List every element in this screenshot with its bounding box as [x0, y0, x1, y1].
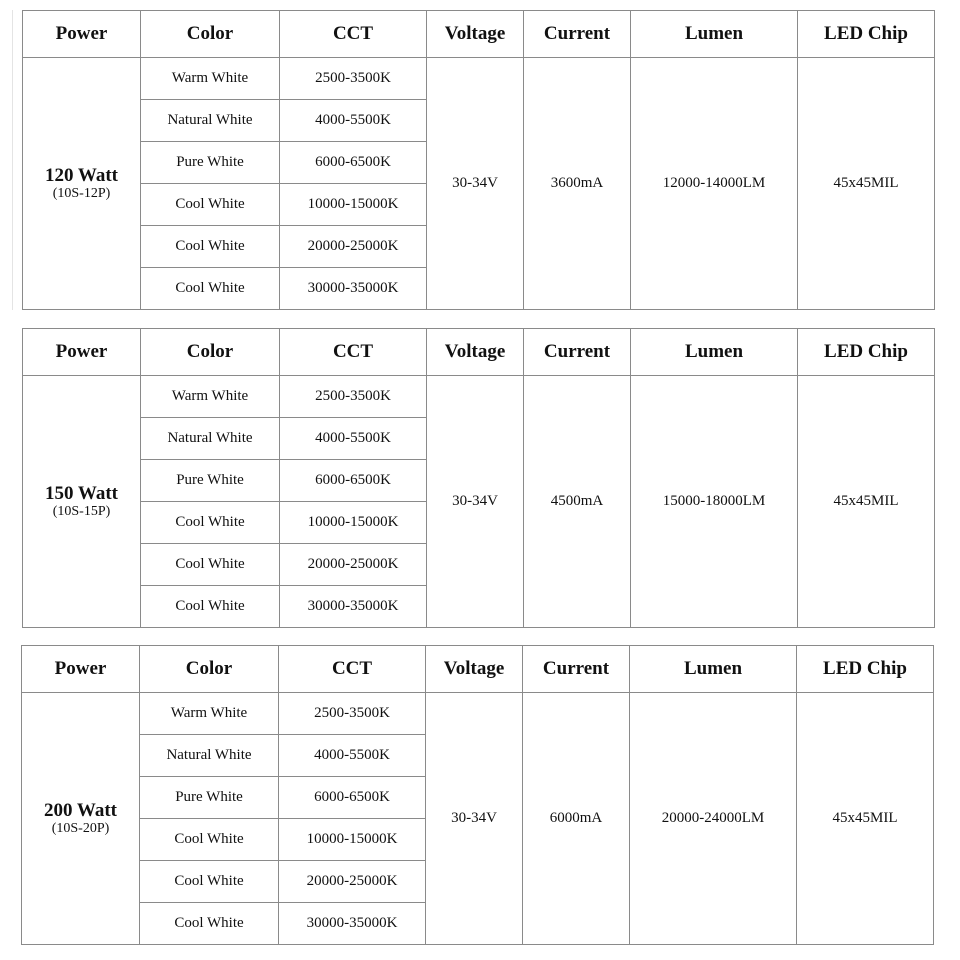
power-cell — [22, 693, 140, 945]
header-cct: CCT — [280, 11, 427, 58]
power-cell — [23, 58, 141, 310]
power-model: (10S-15P) — [52, 503, 111, 519]
led-chip-cell: 45x45MIL — [798, 58, 935, 310]
color-cell: Warm White — [141, 376, 280, 418]
cct-cell: 10000-15000K — [279, 819, 426, 861]
header-power: Power — [23, 11, 141, 58]
table-row — [22, 693, 934, 735]
color-cell: Warm White — [141, 58, 280, 100]
cct-cell: 20000-25000K — [280, 226, 427, 268]
voltage-cell: 30-34V — [427, 58, 524, 310]
color-cell: Pure White — [141, 142, 280, 184]
spec-table-120w — [22, 10, 935, 310]
header-cct: CCT — [279, 646, 426, 693]
header-power: Power — [22, 646, 140, 693]
color-cell: Cool White — [141, 184, 280, 226]
power-model: (10S-12P) — [52, 185, 111, 201]
table-row — [23, 58, 935, 100]
led-chip-cell: 45x45MIL — [797, 693, 934, 945]
cct-cell: 30000-35000K — [280, 586, 427, 628]
lumen-cell: 20000-24000LM — [630, 693, 797, 945]
header-power: Power — [23, 329, 141, 376]
header-voltage: Voltage — [427, 11, 524, 58]
header-row — [23, 329, 935, 376]
current-cell: 4500mA — [524, 376, 631, 628]
color-cell: Cool White — [140, 819, 279, 861]
cct-cell: 20000-25000K — [280, 544, 427, 586]
cct-cell: 6000-6500K — [280, 460, 427, 502]
table-row — [23, 376, 935, 418]
color-cell: Cool White — [141, 502, 280, 544]
color-cell: Natural White — [140, 735, 279, 777]
color-cell: Cool White — [140, 903, 279, 945]
header-led-chip: LED Chip — [797, 646, 934, 693]
header-voltage: Voltage — [427, 329, 524, 376]
cct-cell: 30000-35000K — [280, 268, 427, 310]
led-chip-cell: 45x45MIL — [798, 376, 935, 628]
cct-cell: 10000-15000K — [280, 502, 427, 544]
color-cell: Warm White — [140, 693, 279, 735]
cct-cell: 2500-3500K — [280, 376, 427, 418]
color-cell: Cool White — [141, 544, 280, 586]
color-cell: Pure White — [141, 460, 280, 502]
header-current: Current — [524, 329, 631, 376]
header-lumen: Lumen — [631, 329, 798, 376]
color-cell: Cool White — [141, 586, 280, 628]
color-cell: Natural White — [141, 418, 280, 460]
color-cell: Cool White — [141, 268, 280, 310]
color-cell: Cool White — [140, 861, 279, 903]
header-voltage: Voltage — [426, 646, 523, 693]
spec-table-150w — [22, 328, 935, 628]
cct-cell: 10000-15000K — [280, 184, 427, 226]
cct-cell: 6000-6500K — [280, 142, 427, 184]
color-cell: Pure White — [140, 777, 279, 819]
header-current: Current — [524, 11, 631, 58]
header-led-chip: LED Chip — [798, 329, 935, 376]
cct-cell: 6000-6500K — [279, 777, 426, 819]
cct-cell: 4000-5500K — [280, 418, 427, 460]
header-color: Color — [141, 11, 280, 58]
header-color: Color — [141, 329, 280, 376]
header-led-chip: LED Chip — [798, 11, 935, 58]
header-current: Current — [523, 646, 630, 693]
power-cell — [23, 376, 141, 628]
voltage-cell: 30-34V — [426, 693, 523, 945]
power-watt: 120 Watt — [44, 164, 118, 186]
power-watt: 150 Watt — [44, 482, 118, 504]
cct-cell: 2500-3500K — [280, 58, 427, 100]
lumen-cell: 15000-18000LM — [631, 376, 798, 628]
cct-cell: 4000-5500K — [280, 100, 427, 142]
current-cell: 3600mA — [524, 58, 631, 310]
header-lumen: Lumen — [631, 11, 798, 58]
page-edge-line — [12, 10, 13, 310]
cct-cell: 30000-35000K — [279, 903, 426, 945]
cct-cell: 2500-3500K — [279, 693, 426, 735]
header-row — [22, 646, 934, 693]
power-watt: 200 Watt — [43, 799, 117, 821]
lumen-cell: 12000-14000LM — [631, 58, 798, 310]
cct-cell: 20000-25000K — [279, 861, 426, 903]
voltage-cell: 30-34V — [427, 376, 524, 628]
header-cct: CCT — [280, 329, 427, 376]
color-cell: Natural White — [141, 100, 280, 142]
cct-cell: 4000-5500K — [279, 735, 426, 777]
header-color: Color — [140, 646, 279, 693]
color-cell: Cool White — [141, 226, 280, 268]
spec-table-200w — [21, 645, 934, 945]
current-cell: 6000mA — [523, 693, 630, 945]
header-row — [23, 11, 935, 58]
header-lumen: Lumen — [630, 646, 797, 693]
power-model: (10S-20P) — [51, 820, 110, 836]
